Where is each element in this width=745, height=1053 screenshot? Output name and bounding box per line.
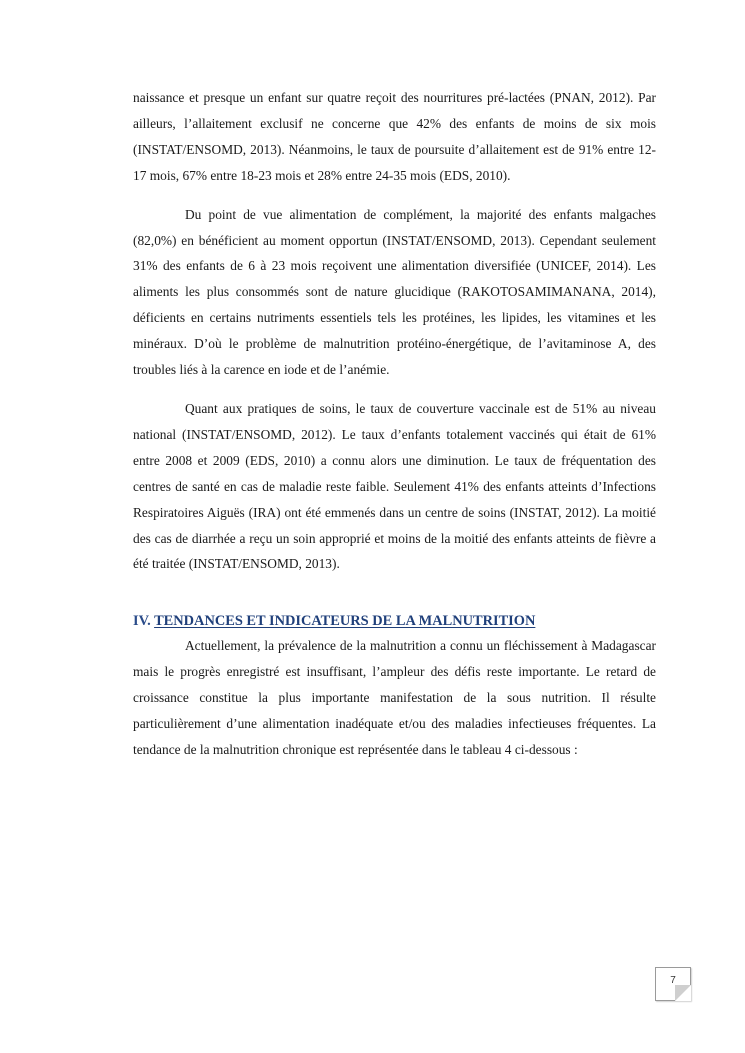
section-title: TENDANCES ET INDICATEURS DE LA MALNUTRITION [154, 613, 536, 630]
page-curl-decoration [675, 985, 691, 1001]
paragraph-care-practices: Quant aux pratiques de soins, le taux de couverture vaccinale est de 51% au niveau national (INSTAT/ENSOMD, 2012). Le taux d’enfants totalement vaccinés qui était de 61% entre 2008 et 2009 (EDS, 2010) a connu alors une diminution. Le taux de fréquentation des centres de santé en cas de maladie reste faible. Seulement 41% des enfants atteints d’Infections Respiratoires Aiguës (IRA) ont été emmenés dans un centre de soins (INSTAT, 2012). La moitié des cas de diarrhée a reçu un soin approprié et moins de la moitié des enfants atteints de fièvre a été traitée (INSTAT/ENSOMD, 2013). [133, 400, 656, 572]
section-number: IV. [133, 613, 151, 630]
page-number: 7 [670, 975, 676, 986]
document-body [133, 85, 656, 763]
paragraph-malnutrition-trends: Actuellement, la prévalence de la malnutrition a connu un fléchissement à Madagascar mais le progrès enregistré est insuffisant, l’ampleur des défis reste importante. Le retard de croissance constitue la plus importante manifestation de la sous nutrition. Il résulte particulièrement d’une alimentation inadéquate et/ou des maladies infectieuses fréquentes. La tendance de la malnutrition chronique est représentée dans le tableau 4 ci-dessous : [133, 638, 656, 757]
page-number-box [655, 967, 691, 1001]
section-heading [133, 609, 656, 633]
paragraph-complementary-feeding: Du point de vue alimentation de complément, la majorité des enfants malgaches (82,0%) en bénéficient au moment opportun (INSTAT/ENSOMD, 2013). Cependant seulement 31% des enfants de 6 à 23 mois reçoivent une alimentation diversifiée (UNICEF, 2014). Les aliments les plus consommés sont de nature glucidique (RAKOTOSAMIMANANA, 2014), déficients en certains nutriments essentiels tels les protéines, les lipides, les vitamines et les minéraux. D’où le problème de malnutrition protéino-énergétique, de l’avitaminose A, des troubles liés à la carence en iode et de l’anémie. [133, 206, 656, 378]
paragraph-breastfeeding: naissance et presque un enfant sur quatre reçoit des nourritures pré-lactées (PNAN, 2012). Par ailleurs, l’allaitement exclusif ne concerne que 42% des enfants de moins de six mois (INSTAT/ENSOMD, 2013). Néanmoins, le taux de poursuite d’allaitement est de 91% entre 12-17 mois, 67% entre 18-23 mois et 28% entre 24-35 mois (EDS, 2010). [133, 90, 656, 183]
